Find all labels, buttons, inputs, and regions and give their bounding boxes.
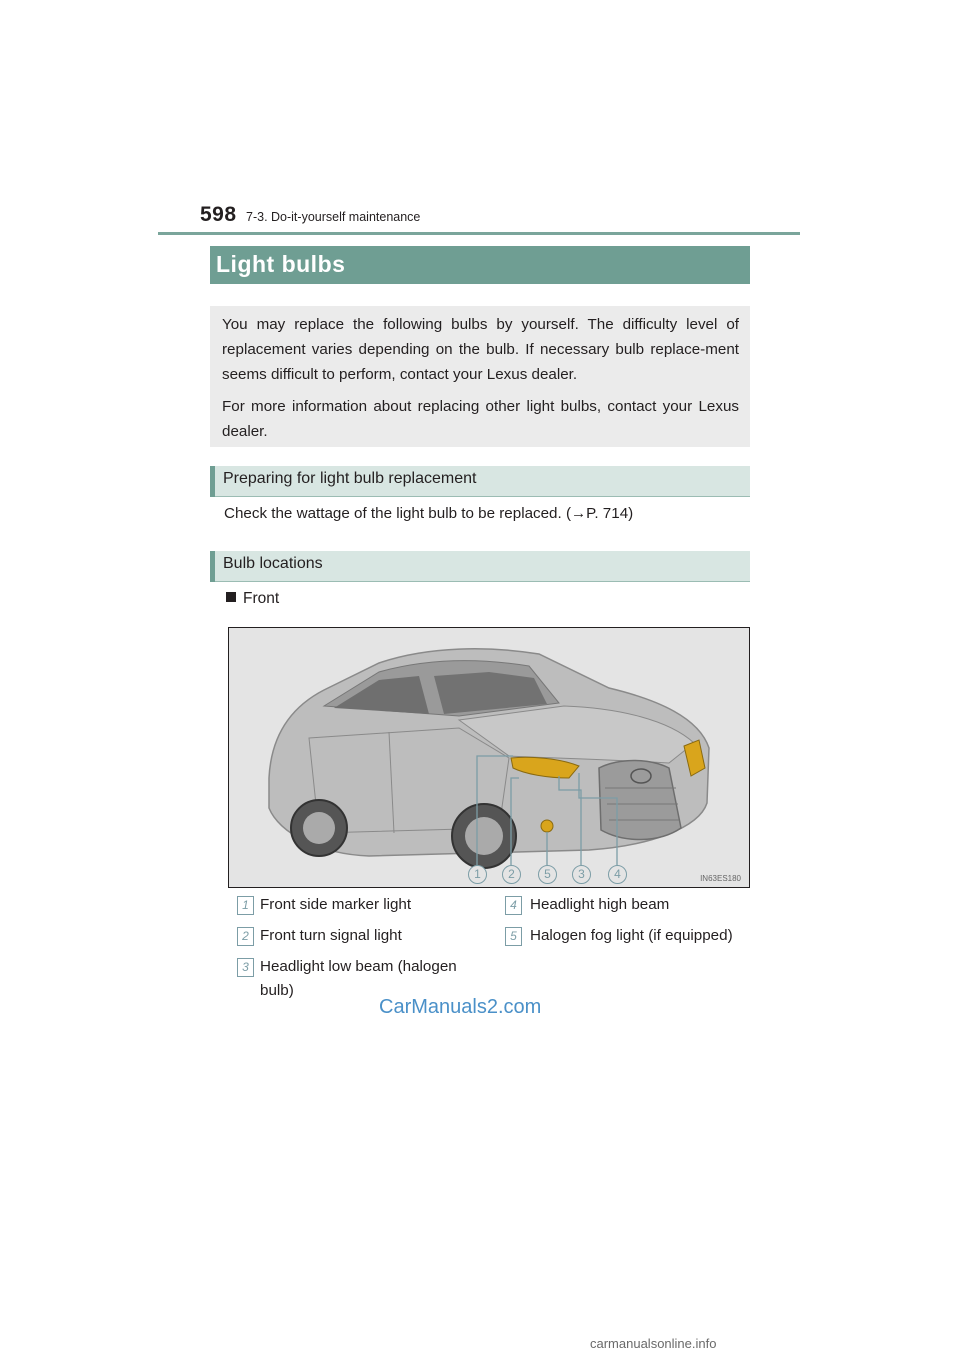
watermark-mid: CarManuals2.com bbox=[379, 996, 542, 1018]
header-rule bbox=[158, 232, 800, 235]
subheading-accent-bar bbox=[210, 551, 215, 582]
watermark-bottom: carmanualsonline.info bbox=[590, 1336, 717, 1351]
car-front-figure bbox=[228, 627, 750, 888]
subheading-preparing bbox=[210, 466, 750, 497]
legend-text: Front turn signal light bbox=[260, 927, 402, 944]
legend-text: Front side marker light bbox=[260, 896, 412, 913]
intro-paragraph-2: For more information about replacing other light bulbs, contact your Lexus dealer. bbox=[222, 398, 739, 440]
page-number: 598 bbox=[200, 203, 237, 226]
legend-text: Halogen fog light (if equipped) bbox=[530, 927, 733, 944]
legend-number: 3 bbox=[237, 958, 254, 977]
subheading-accent-bar bbox=[210, 466, 215, 497]
callout-number: 5 bbox=[538, 865, 557, 884]
front-label bbox=[226, 590, 279, 608]
callout-number: 2 bbox=[502, 865, 521, 884]
legend-number: 5 bbox=[505, 927, 522, 946]
intro-paragraph-1: You may replace the following bulbs by yourself. The difficulty level of replacement varies depending on the bulb. If necessary bulb replace-ment seems difficult to perform, contact your Lexus dealer. bbox=[222, 316, 739, 383]
front-label-text: Front bbox=[243, 590, 280, 607]
bullet-square-icon bbox=[226, 592, 236, 602]
legend-number: 1 bbox=[237, 896, 254, 915]
callout-number: 3 bbox=[572, 865, 591, 884]
subheading-locations bbox=[210, 551, 750, 582]
callout-number: 1 bbox=[468, 865, 487, 884]
intro-box bbox=[210, 306, 750, 447]
callout-number: 4 bbox=[608, 865, 627, 884]
title-bar bbox=[210, 246, 750, 284]
figure-code: IN63ES180 bbox=[700, 874, 741, 883]
legend-text: Headlight low beam (halogen bulb) bbox=[260, 958, 457, 999]
subheading-locations-text: Bulb locations bbox=[223, 555, 323, 572]
legend-text: Headlight high beam bbox=[530, 896, 670, 913]
legend-number: 4 bbox=[505, 896, 522, 915]
car-illustration bbox=[229, 628, 749, 887]
page-title: Light bulbs bbox=[216, 251, 346, 277]
section-label: 7-3. Do-it-yourself maintenance bbox=[246, 210, 421, 224]
subheading-preparing-text: Preparing for light bulb replacement bbox=[223, 470, 477, 487]
legend-number: 2 bbox=[237, 927, 254, 946]
preparing-text: Check the wattage of the light bulb to be replaced. (→P. 714) bbox=[224, 505, 634, 522]
